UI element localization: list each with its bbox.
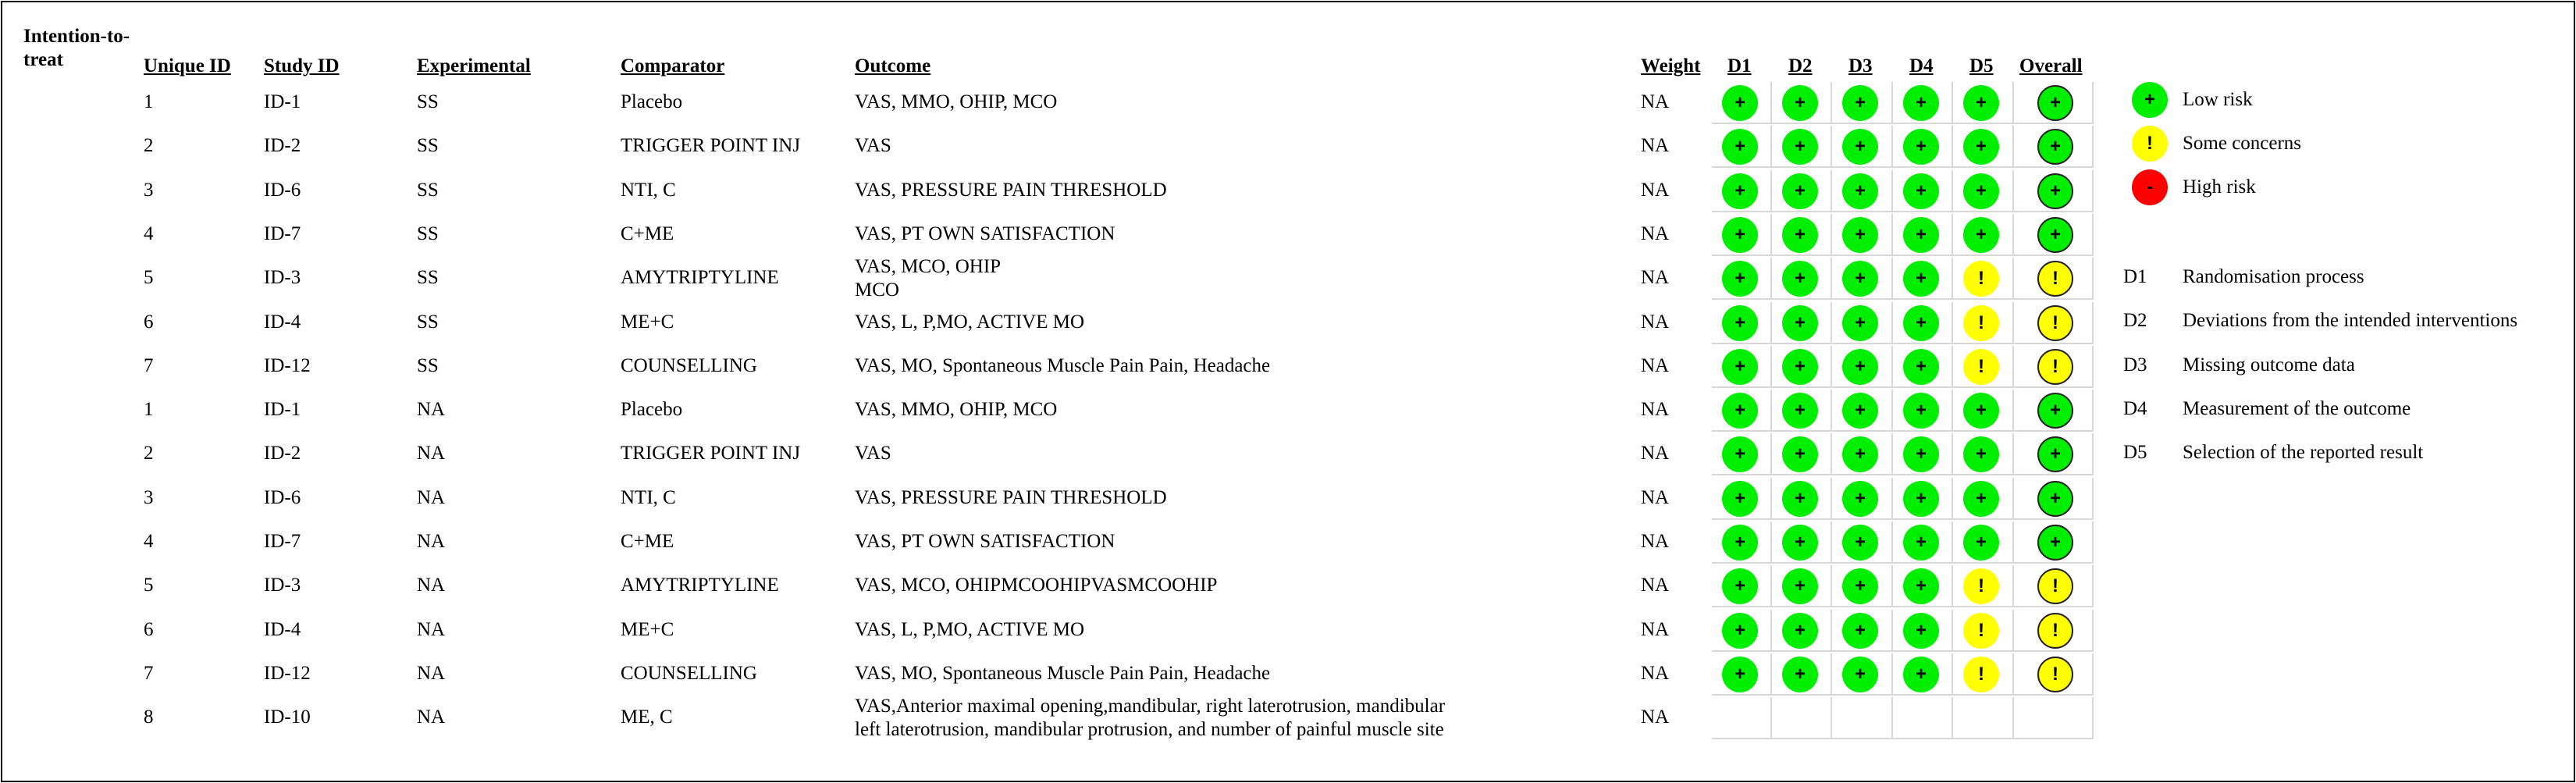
outcome-cell: VAS, PT OWN SATISFACTION	[855, 531, 1115, 552]
comparator-cell: TRIGGER POINT INJ	[621, 135, 801, 157]
comparator-cell: C+ME	[621, 222, 674, 244]
weight-cell: NA	[1641, 662, 1670, 684]
low-risk-icon: +	[1903, 481, 1939, 517]
weight-cell: NA	[1641, 531, 1670, 552]
unique-id-cell: 4	[144, 222, 154, 244]
legend-domain-label: Measurement of the outcome	[2183, 397, 2411, 419]
unique-id-cell: 6	[144, 311, 154, 333]
experimental-cell: SS	[417, 354, 439, 376]
legend-domain-label: Selection of the reported result	[2183, 442, 2424, 464]
study-id-cell: ID-3	[264, 575, 301, 596]
legend-domain-label: Deviations from the intended interventions	[2183, 310, 2518, 332]
some-concerns-icon: !	[1963, 613, 1999, 649]
domain-cell-d1	[1712, 390, 1772, 432]
low-risk-icon: +	[1842, 85, 1878, 121]
low-risk-icon: +	[1782, 349, 1818, 385]
experimental-cell: SS	[417, 311, 439, 333]
domain-cell-d3	[1832, 565, 1893, 607]
study-id-cell: ID-2	[264, 135, 301, 157]
domain-cell-d2	[1772, 478, 1832, 520]
weight-cell: NA	[1641, 486, 1670, 508]
unique-id-cell: 5	[144, 575, 154, 596]
domain-cell-d3	[1832, 170, 1893, 212]
low-risk-icon: +	[1722, 568, 1758, 604]
legend-domain-code: D1	[2123, 266, 2147, 287]
study-id-cell: ID-2	[264, 443, 301, 464]
low-risk-icon: +	[1782, 657, 1818, 692]
study-id-cell: ID-1	[264, 91, 301, 112]
some-concerns-icon: !	[1963, 261, 1999, 297]
experimental-cell: NA	[417, 575, 446, 596]
low-risk-icon: +	[1722, 261, 1758, 297]
domain-cell-d5	[1953, 126, 2014, 168]
domain-cell-d5	[1953, 521, 2014, 564]
weight-cell: NA	[1641, 135, 1670, 157]
study-id-cell: ID-6	[264, 486, 301, 508]
domain-cell-d3	[1832, 610, 1893, 652]
overall-cell	[2014, 610, 2094, 652]
low-risk-icon: +	[1963, 393, 1999, 429]
outcome-cell: VAS, PRESSURE PAIN THRESHOLD	[855, 179, 1167, 201]
low-risk-icon: +	[1903, 393, 1939, 429]
some-concerns-icon: !	[2037, 657, 2073, 692]
domain-cell-d2	[1772, 390, 1832, 432]
weight-cell: NA	[1641, 575, 1670, 596]
legend-risk-label: Low risk	[2183, 89, 2253, 110]
study-id-cell: ID-6	[264, 179, 301, 201]
domain-cell-d2	[1772, 82, 1832, 124]
high-risk-icon: -	[2132, 169, 2168, 205]
low-risk-icon: +	[1782, 173, 1818, 209]
low-risk-icon: +	[1842, 657, 1878, 692]
overall-cell	[2014, 258, 2094, 300]
domain-cell-d5	[1953, 653, 2014, 696]
domain-cell-d2	[1772, 653, 1832, 696]
domain-cell-d4	[1893, 126, 1953, 168]
legend-domain-label: Randomisation process	[2183, 266, 2364, 287]
low-risk-icon: +	[1842, 305, 1878, 341]
domain-cell-d1	[1712, 258, 1772, 300]
domain-cell-d5	[1953, 610, 2014, 652]
domain-cell-d4	[1893, 610, 1953, 652]
overall-cell	[2014, 82, 2094, 124]
comparator-cell: COUNSELLING	[621, 662, 757, 684]
domain-cell-d5	[1953, 346, 2014, 388]
overall-cell	[2014, 565, 2094, 607]
low-risk-icon: +	[2037, 173, 2073, 209]
domain-cell-d1	[1712, 697, 1772, 739]
experimental-cell: SS	[417, 91, 439, 112]
low-risk-icon: +	[1782, 261, 1818, 297]
low-risk-icon: +	[1782, 305, 1818, 341]
study-id-cell: ID-10	[264, 706, 311, 728]
some-concerns-icon: !	[2037, 261, 2073, 297]
overall-cell	[2014, 390, 2094, 432]
outcome-cell: left laterotrusion, mandibular protrusion, and number of painful muscle site	[855, 719, 1444, 741]
domain-cell-d5	[1953, 433, 2014, 475]
low-risk-icon: +	[1903, 613, 1939, 649]
domain-cell-d5	[1953, 82, 2014, 124]
comparator-cell: TRIGGER POINT INJ	[621, 443, 801, 464]
domain-cell-d3	[1832, 302, 1893, 344]
low-risk-icon: +	[1963, 217, 1999, 253]
study-id-cell: ID-4	[264, 618, 301, 640]
outcome-cell: VAS,Anterior maximal opening,mandibular, right laterotrusion, mandibular	[855, 696, 1446, 717]
domain-cell-d4	[1893, 697, 1953, 739]
domain-cell-d4	[1893, 170, 1953, 212]
domain-cell-d3	[1832, 433, 1893, 475]
experimental-cell: NA	[417, 662, 446, 684]
domain-cell-d4	[1893, 478, 1953, 520]
outcome-cell: VAS, PRESSURE PAIN THRESHOLD	[855, 486, 1167, 508]
header-overall: Overall	[2019, 55, 2083, 77]
domain-cell-d2	[1772, 302, 1832, 344]
low-risk-icon: +	[1722, 349, 1758, 385]
low-risk-icon: +	[1782, 217, 1818, 253]
domain-cell-d4	[1893, 653, 1953, 696]
comparator-cell: Placebo	[621, 91, 683, 112]
weight-cell: NA	[1641, 222, 1670, 244]
domain-cell-d2	[1772, 521, 1832, 564]
domain-cell-d4	[1893, 521, 1953, 564]
low-risk-icon: +	[1963, 129, 1999, 165]
overall-cell	[2014, 697, 2094, 739]
header-d2: D2	[1788, 55, 1813, 77]
experimental-cell: SS	[417, 267, 439, 289]
domain-cell-d3	[1832, 258, 1893, 300]
domain-cell-d4	[1893, 82, 1953, 124]
domain-cell-d4	[1893, 302, 1953, 344]
domain-cell-d2	[1772, 126, 1832, 168]
weight-cell: NA	[1641, 706, 1670, 728]
some-concerns-icon: !	[2037, 349, 2073, 385]
domain-cell-d1	[1712, 170, 1772, 212]
weight-cell: NA	[1641, 618, 1670, 640]
domain-cell-d3	[1832, 346, 1893, 388]
header-d5: D5	[1969, 55, 1994, 77]
header-weight: Weight	[1641, 55, 1701, 77]
domain-cell-d1	[1712, 82, 1772, 124]
domain-cell-d3	[1832, 478, 1893, 520]
unique-id-cell: 8	[144, 706, 154, 728]
domain-cell-d2	[1772, 565, 1832, 607]
unique-id-cell: 3	[144, 179, 154, 201]
low-risk-icon: +	[1842, 129, 1878, 165]
low-risk-icon: +	[1722, 393, 1758, 429]
overall-cell	[2014, 170, 2094, 212]
comparator-cell: ME+C	[621, 311, 674, 333]
comparator-cell: Placebo	[621, 399, 683, 421]
domain-cell-d4	[1893, 433, 1953, 475]
domain-cell-d2	[1772, 610, 1832, 652]
overall-cell	[2014, 346, 2094, 388]
some-concerns-icon: !	[2037, 613, 2073, 649]
weight-cell: NA	[1641, 399, 1670, 421]
unique-id-cell: 6	[144, 618, 154, 640]
experimental-cell: SS	[417, 179, 439, 201]
domain-cell-d3	[1832, 82, 1893, 124]
study-id-cell: ID-7	[264, 531, 301, 552]
low-risk-icon: +	[2037, 217, 2073, 253]
domain-cell-d1	[1712, 214, 1772, 256]
study-id-cell: ID-7	[264, 222, 301, 244]
domain-cell-d3	[1832, 653, 1893, 696]
domain-cell-d1	[1712, 126, 1772, 168]
outcome-cell: VAS, MCO, OHIPMCOOHIPVASMCOOHIP	[855, 575, 1218, 596]
low-risk-icon: +	[1722, 129, 1758, 165]
comparator-cell: COUNSELLING	[621, 354, 757, 376]
experimental-cell: SS	[417, 222, 439, 244]
experimental-cell: NA	[417, 618, 446, 640]
unique-id-cell: 1	[144, 91, 154, 112]
outcome-cell: VAS, MO, Spontaneous Muscle Pain Pain, Headache	[855, 662, 1271, 684]
low-risk-icon: +	[2132, 82, 2168, 118]
domain-cell-d4	[1893, 390, 1953, 432]
low-risk-icon: +	[1903, 85, 1939, 121]
outcome-cell: VAS, MO, Spontaneous Muscle Pain Pain, Headache	[855, 354, 1271, 376]
experimental-cell: NA	[417, 443, 446, 464]
weight-cell: NA	[1641, 91, 1670, 112]
low-risk-icon: +	[1782, 85, 1818, 121]
low-risk-icon: +	[2037, 393, 2073, 429]
low-risk-icon: +	[1903, 305, 1939, 341]
low-risk-icon: +	[1722, 436, 1758, 472]
domain-cell-d3	[1832, 214, 1893, 256]
header-d4: D4	[1909, 55, 1934, 77]
outcome-cell: VAS, MMO, OHIP, MCO	[855, 399, 1058, 421]
study-id-cell: ID-1	[264, 399, 301, 421]
low-risk-icon: +	[1722, 173, 1758, 209]
unique-id-cell: 2	[144, 443, 154, 464]
low-risk-icon: +	[1782, 525, 1818, 561]
domain-cell-d3	[1832, 697, 1893, 739]
low-risk-icon: +	[1903, 173, 1939, 209]
study-id-cell: ID-12	[264, 662, 311, 684]
some-concerns-icon: !	[2132, 126, 2168, 162]
domain-cell-d5	[1953, 697, 2014, 739]
some-concerns-icon: !	[1963, 657, 1999, 692]
unique-id-cell: 7	[144, 662, 154, 684]
legend-domain-label: Missing outcome data	[2183, 354, 2355, 375]
low-risk-icon: +	[1782, 481, 1818, 517]
low-risk-icon: +	[1842, 393, 1878, 429]
domain-cell-d4	[1893, 214, 1953, 256]
low-risk-icon: +	[1963, 85, 1999, 121]
domain-cell-d5	[1953, 478, 2014, 520]
header-experimental: Experimental	[417, 55, 531, 77]
domain-cell-d5	[1953, 170, 2014, 212]
domain-cell-d3	[1832, 390, 1893, 432]
low-risk-icon: +	[1963, 436, 1999, 472]
legend-domain-code: D5	[2123, 442, 2147, 464]
header-d1: D1	[1727, 55, 1752, 77]
domain-cell-d2	[1772, 258, 1832, 300]
unique-id-cell: 1	[144, 399, 154, 421]
study-id-cell: ID-12	[264, 354, 311, 376]
low-risk-icon: +	[1842, 613, 1878, 649]
overall-cell	[2014, 653, 2094, 696]
overall-cell	[2014, 214, 2094, 256]
overall-cell	[2014, 302, 2094, 344]
low-risk-icon: +	[1842, 568, 1878, 604]
header-study-id: Study ID	[264, 55, 340, 77]
unique-id-cell: 5	[144, 267, 154, 289]
low-risk-icon: +	[1903, 525, 1939, 561]
domain-cell-d5	[1953, 302, 2014, 344]
domain-cell-d1	[1712, 346, 1772, 388]
low-risk-icon: +	[1782, 393, 1818, 429]
outcome-cell: VAS, PT OWN SATISFACTION	[855, 222, 1115, 244]
experimental-cell: NA	[417, 486, 446, 508]
unique-id-cell: 2	[144, 135, 154, 157]
low-risk-icon: +	[1963, 173, 1999, 209]
domain-cell-d4	[1893, 258, 1953, 300]
low-risk-icon: +	[1842, 217, 1878, 253]
low-risk-icon: +	[1722, 657, 1758, 692]
low-risk-icon: +	[2037, 129, 2073, 165]
low-risk-icon: +	[1722, 217, 1758, 253]
low-risk-icon: +	[2037, 525, 2073, 561]
low-risk-icon: +	[1963, 481, 1999, 517]
low-risk-icon: +	[1903, 568, 1939, 604]
legend-risk-label: High risk	[2183, 176, 2256, 198]
some-concerns-icon: !	[2037, 305, 2073, 341]
low-risk-icon: +	[1903, 349, 1939, 385]
comparator-cell: C+ME	[621, 531, 674, 552]
low-risk-icon: +	[1842, 173, 1878, 209]
comparator-cell: AMYTRIPTYLINE	[621, 267, 779, 289]
low-risk-icon: +	[1722, 613, 1758, 649]
legend-domain-code: D3	[2123, 354, 2147, 375]
low-risk-icon: +	[1782, 613, 1818, 649]
comparator-cell: NTI, C	[621, 179, 676, 201]
low-risk-icon: +	[1842, 349, 1878, 385]
domain-cell-d1	[1712, 653, 1772, 696]
domain-cell-d1	[1712, 610, 1772, 652]
low-risk-icon: +	[1842, 436, 1878, 472]
overall-cell	[2014, 521, 2094, 564]
domain-cell-d2	[1772, 433, 1832, 475]
low-risk-icon: +	[1903, 657, 1939, 692]
low-risk-icon: +	[1903, 129, 1939, 165]
low-risk-icon: +	[1903, 261, 1939, 297]
low-risk-icon: +	[1722, 85, 1758, 121]
domain-cell-d5	[1953, 565, 2014, 607]
weight-cell: NA	[1641, 311, 1670, 333]
low-risk-icon: +	[1842, 481, 1878, 517]
low-risk-icon: +	[2037, 481, 2073, 517]
legend-domain-code: D4	[2123, 397, 2147, 419]
low-risk-icon: +	[1842, 525, 1878, 561]
outcome-cell: VAS, L, P,MO, ACTIVE MO	[855, 618, 1085, 640]
experimental-cell: NA	[417, 399, 446, 421]
comparator-cell: NTI, C	[621, 486, 676, 508]
low-risk-icon: +	[1782, 129, 1818, 165]
overall-cell	[2014, 126, 2094, 168]
header-d3: D3	[1848, 55, 1873, 77]
low-risk-icon: +	[1903, 217, 1939, 253]
domain-cell-d2	[1772, 346, 1832, 388]
low-risk-icon: +	[1722, 481, 1758, 517]
low-risk-icon: +	[1722, 525, 1758, 561]
legend-risk-label: Some concerns	[2183, 133, 2302, 154]
domain-cell-d1	[1712, 565, 1772, 607]
domain-cell-d1	[1712, 478, 1772, 520]
study-id-cell: ID-4	[264, 311, 301, 333]
comparator-cell: ME, C	[621, 706, 673, 728]
experimental-cell: NA	[417, 706, 446, 728]
low-risk-icon: +	[1903, 436, 1939, 472]
some-concerns-icon: !	[2037, 568, 2073, 604]
domain-cell-d3	[1832, 521, 1893, 564]
domain-cell-d2	[1772, 170, 1832, 212]
outcome-cell: VAS, MCO, OHIP	[855, 256, 1002, 278]
header-outcome: Outcome	[855, 55, 931, 77]
unique-id-cell: 7	[144, 354, 154, 376]
domain-cell-d2	[1772, 697, 1832, 739]
overall-cell	[2014, 478, 2094, 520]
domain-cell-d1	[1712, 302, 1772, 344]
outcome-cell: MCO	[855, 279, 899, 301]
domain-cell-d4	[1893, 565, 1953, 607]
domain-cell-d5	[1953, 214, 2014, 256]
low-risk-icon: +	[1842, 261, 1878, 297]
outcome-cell: VAS, L, P,MO, ACTIVE MO	[855, 311, 1085, 333]
experimental-cell: NA	[417, 531, 446, 552]
domain-cell-d2	[1772, 214, 1832, 256]
domain-cell-d5	[1953, 390, 2014, 432]
domain-cell-d4	[1893, 346, 1953, 388]
domain-cell-d1	[1712, 521, 1772, 564]
weight-cell: NA	[1641, 267, 1670, 289]
legend-domain-code: D2	[2123, 310, 2147, 332]
study-id-cell: ID-3	[264, 267, 301, 289]
outcome-cell: VAS	[855, 135, 891, 157]
unique-id-cell: 4	[144, 531, 154, 552]
domain-cell-d5	[1953, 258, 2014, 300]
comparator-cell: AMYTRIPTYLINE	[621, 575, 779, 596]
overall-cell	[2014, 433, 2094, 475]
low-risk-icon: +	[1722, 305, 1758, 341]
low-risk-icon: +	[2037, 436, 2073, 472]
weight-cell: NA	[1641, 443, 1670, 464]
header-unique-id: Unique ID	[144, 55, 231, 77]
outcome-cell: VAS, MMO, OHIP, MCO	[855, 91, 1058, 112]
domain-cell-d1	[1712, 433, 1772, 475]
experimental-cell: SS	[417, 135, 439, 157]
figure-frame	[1, 1, 2575, 782]
low-risk-icon: +	[1963, 525, 1999, 561]
unique-id-cell: 3	[144, 486, 154, 508]
some-concerns-icon: !	[1963, 349, 1999, 385]
group-label: Intention-to-treat	[23, 26, 130, 70]
weight-cell: NA	[1641, 354, 1670, 376]
low-risk-icon: +	[2037, 85, 2073, 121]
outcome-cell: VAS	[855, 443, 891, 464]
comparator-cell: ME+C	[621, 618, 674, 640]
domain-cell-d3	[1832, 126, 1893, 168]
low-risk-icon: +	[1782, 568, 1818, 604]
low-risk-icon: +	[1782, 436, 1818, 472]
weight-cell: NA	[1641, 179, 1670, 201]
some-concerns-icon: !	[1963, 568, 1999, 604]
some-concerns-icon: !	[1963, 305, 1999, 341]
header-comparator: Comparator	[621, 55, 725, 77]
